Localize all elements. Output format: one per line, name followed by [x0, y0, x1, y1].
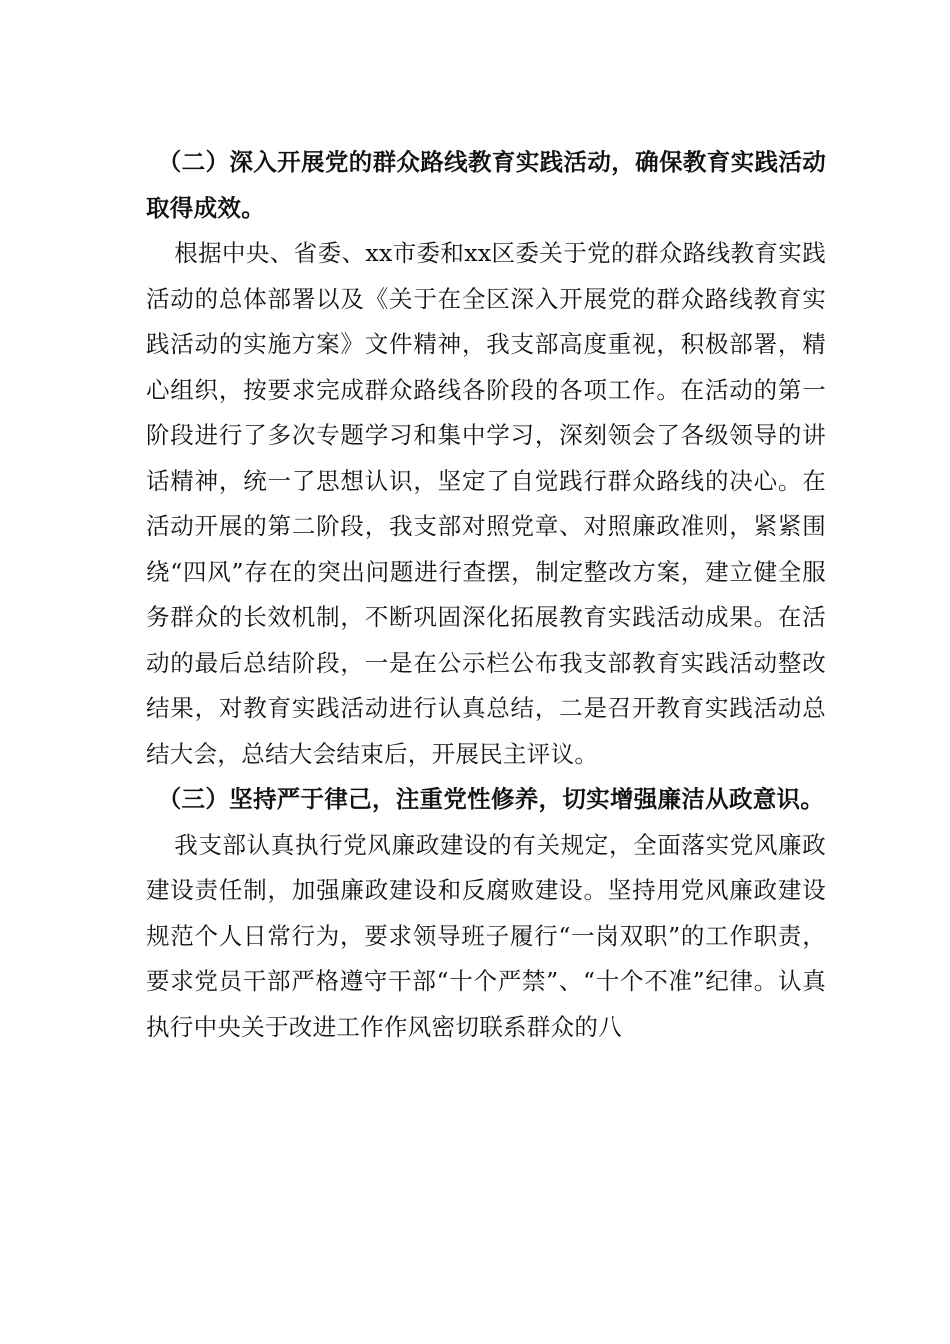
document-content	[146, 140, 826, 1050]
section-2-heading: （二）深入开展党的群众路线教育实践活动，确保教育实践活动取得成效。	[146, 148, 826, 222]
section-2-body: 根据中央、省委、xx市委和xx区委关于党的群众路线教育实践活动的总体部署以及《关于在全区深入开展党的群众路线教育实践活动的实施方案》文件精神，我支部高度重视，积极部署，精心组织，按要求完成群众路线各阶段的各项工作。在活动的第一阶段进行了多次专题学习和集中学习，深刻领会了各级领导的讲话精神，统一了思想认识，坚定了自觉践行群众路线的决心。在活动开展的第二阶段，我支部对照党章、对照廉政准则，紧紧围绕“四风”存在的突出问题进行查摆，制定整改方案，建立健全服务群众的长效机制，不断巩固深化拓展教育实践活动成果。在活动的最后总结阶段，一是在公示栏公布我支部教育实践活动整改结果，对教育实践活动进行认真总结，二是召开教育实践活动总结大会，总结大会结束后，开展民主评议。	[146, 239, 826, 768]
section-3-heading: （三）坚持严于律己，注重党性修养，切实增强廉洁从政意识。	[157, 785, 825, 813]
section-3-body: 我支部认真执行党风廉政建设的有关规定，全面落实党风廉政建设责任制，加强廉政建设和反腐败建设。坚持用党风廉政建设规范个人日常行为，要求领导班子履行“一岗双职”的工作职责，要求党员干部严格遵守干部“十个严禁”、“十个不准”纪律。认真执行中央关于改进工作作风密切联系群众的八	[146, 830, 826, 1041]
